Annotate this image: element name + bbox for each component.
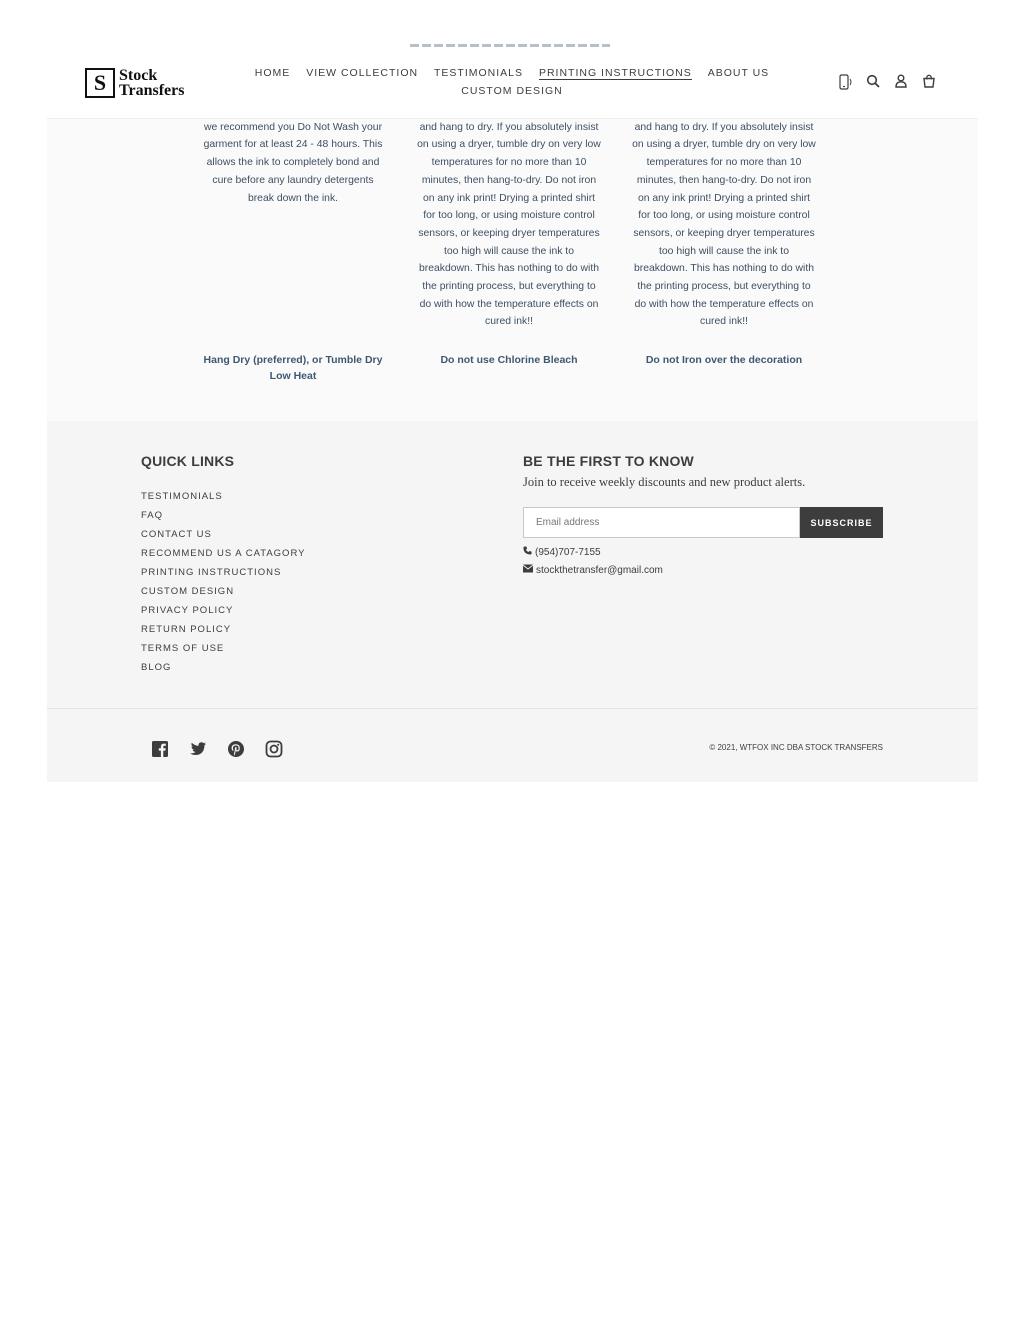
social-links [151,740,283,758]
site-header [47,52,978,118]
twitter-icon[interactable] [189,740,207,758]
newsletter-heading: BE THE FIRST TO KNOW [523,453,694,469]
cropped-section-heading [410,44,610,47]
footer-link-terms-of-use[interactable]: TERMS OF USE [141,643,225,654]
phone-number[interactable]: (954)707-7155 [535,546,601,558]
copyright-text: © 2021, WTFOX INC DBA STOCK TRANSFERS [709,743,883,752]
account-icon[interactable] [894,74,908,90]
footer-link-printing-instructions[interactable]: PRINTING INSTRUCTIONS [141,567,282,578]
envelope-icon [523,564,533,576]
footer-link-privacy-policy[interactable]: PRIVACY POLICY [141,605,234,616]
nav-printing-instructions[interactable]: PRINTING INSTRUCTIONS [538,67,692,79]
subscribe-button[interactable]: SUBSCRIBE [800,507,883,538]
contact-phone [523,546,601,558]
footer-link-custom-design[interactable]: CUSTOM DESIGN [141,586,235,597]
quick-links-list [141,487,305,677]
care-title-no-bleach: Do not use Chlorine Bleach [440,354,578,366]
quick-links-heading: QUICK LINKS [141,453,235,469]
logo-line-1: Stock [119,67,158,84]
cart-icon[interactable] [922,74,936,90]
footer-divider [47,708,978,709]
logo-line-2: Transfers [119,82,185,99]
care-column-1 [200,110,386,207]
pinterest-icon[interactable] [227,740,245,758]
email-input[interactable] [523,507,800,538]
nav-testimonials[interactable]: TESTIMONIALS [434,67,524,79]
footer-link-faq[interactable]: FAQ [141,510,164,521]
email-address[interactable]: stockthetransfer@gmail.com [536,564,663,576]
nav-home[interactable]: HOME [254,67,291,79]
care-text: and hang to dry. If you absolutely insist on using a dryer, tumble dry on very low temperatures for no more than 10 minutes, then hang-to-dry. Do not iron on any ink print! Drying a printed shirt for too long, or using moisture control sensors, or keeping dryer temperatures too high will cause the ink to breakdown. This has nothing to do with the printing process, but everything to do with how the temperature effects on cured ink!! [632,121,816,328]
nav-custom-design[interactable]: CUSTOM DESIGN [461,85,563,97]
footer-link-testimonials[interactable]: TESTIMONIALS [141,491,223,502]
footer-link-contact-us[interactable]: CONTACT US [141,529,212,540]
footer-link-recommend-category[interactable]: RECOMMEND US A CATAGORY [141,548,306,559]
search-icon[interactable] [866,74,880,90]
footer-link-return-policy[interactable]: RETURN POLICY [141,624,232,635]
facebook-icon[interactable] [151,740,169,758]
instagram-icon[interactable] [265,740,283,758]
logo-text [119,68,184,98]
footer-link-blog[interactable]: BLOG [141,662,172,673]
site-logo[interactable] [85,66,184,100]
care-column-2 [416,110,602,331]
contact-email [523,564,663,576]
logo-mark: S [85,68,115,98]
care-title-hang-dry: Hang Dry (preferred), or Tumble Dry Low Heat [203,354,383,382]
header-icons [838,74,936,90]
nav-about-us[interactable]: ABOUT US [707,67,770,79]
nav-view-collection[interactable]: VIEW COLLECTION [306,67,419,79]
care-text: and hang to dry. If you absolutely insist on using a dryer, tumble dry on very low temperatures for no more than 10 minutes, then hang-to-dry. Do not iron on any ink print! Drying a printed shirt for too long, or using moisture control sensors, or keeping dryer temperatures too high will cause the ink to breakdown. This has nothing to do with the printing process, but everything to do with how the temperature effects on cured ink!! [417,121,601,328]
phone-icon [523,546,532,558]
care-column-3 [631,110,817,331]
phone-icon[interactable] [838,74,852,90]
newsletter-text: Join to receive weekly discounts and new product alerts. [523,475,806,489]
main-nav [247,64,777,100]
care-text: we recommend you Do Not Wash your garment for at least 24 - 48 hours. This allows the ink to completely bond and cure before any laundry detergents break down the ink. [203,121,383,204]
care-title-no-iron: Do not Iron over the decoration [645,354,803,366]
